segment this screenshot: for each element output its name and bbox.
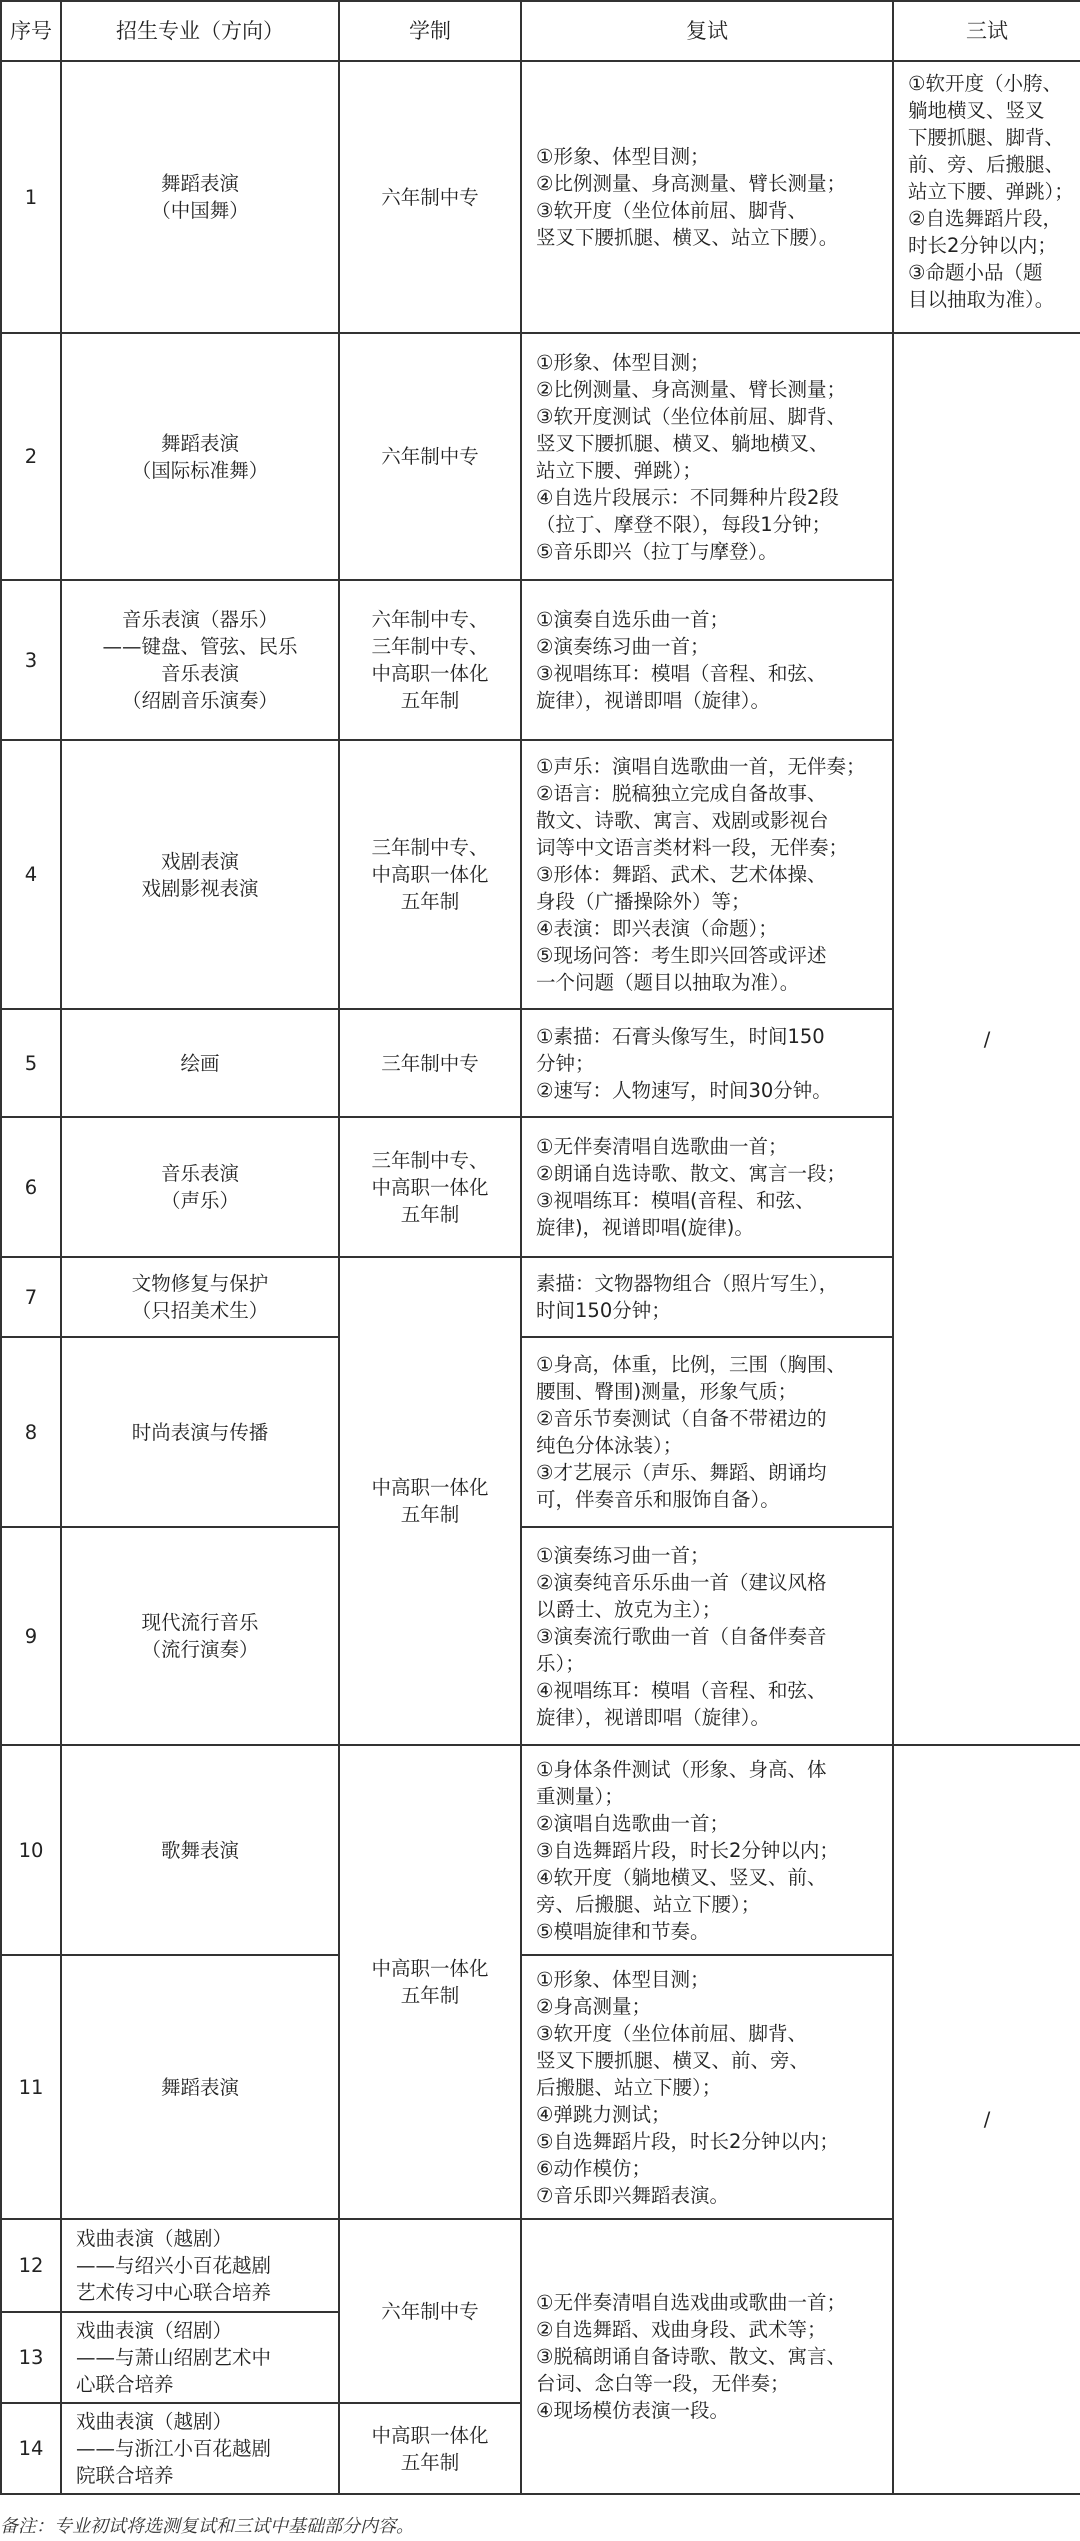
- major-line: 院联合培养: [76, 2464, 174, 2487]
- retest-cell: [521, 1009, 893, 1117]
- retest-line: 词等中文语言类材料一段，无伴奏；: [536, 836, 849, 859]
- retest-line: ③自选舞蹈片段，时长2分钟以内；: [536, 1838, 839, 1862]
- header-row: [1, 1, 1080, 61]
- third-cell-merged: [893, 1745, 1080, 2494]
- retest-line: ③软开度（坐位体前屈、脚背、: [536, 199, 807, 222]
- major-line: 音乐表演: [160, 662, 239, 685]
- major-line: 文物修复与保护: [131, 1272, 269, 1295]
- major-cell: [61, 1337, 339, 1527]
- footnote: 备注：专业初试将选测复试和三试中基础部分内容。: [0, 2516, 414, 2537]
- retest-line: ④自选片段展示：不同舞种片段2段: [536, 485, 839, 509]
- third-line: ①软开度（小胯、: [908, 72, 1062, 95]
- row-number: 10: [1, 1745, 61, 1955]
- major-line: 音乐表演（器乐）: [121, 608, 278, 631]
- retest-line: 竖叉下腰抓腿、横叉、前、旁、: [536, 2048, 810, 2072]
- major-line: 心联合培养: [76, 2373, 174, 2396]
- system-line: 五年制: [400, 1984, 460, 2007]
- retest-line: 时间150分钟；: [536, 1299, 671, 1322]
- system-line: 五年制: [400, 2450, 460, 2474]
- system-cell-merged: [339, 2219, 521, 2403]
- system-line: 三年制中专、: [371, 836, 489, 859]
- major-line: 音乐表演: [160, 1162, 239, 1185]
- major-line: 戏曲表演（绍剧）: [76, 2319, 233, 2342]
- retest-line: 腰围、臀围)测量，形象气质；: [536, 1380, 798, 1403]
- major-cell: [61, 580, 339, 740]
- table-row-10: [1, 1745, 1080, 1955]
- retest-line: ①形象、体型目测；: [536, 145, 710, 168]
- row-number: 1: [1, 61, 61, 333]
- major-line: （声乐）: [160, 1189, 239, 1212]
- retest-line: ①声乐：演唱自选歌曲一首，无伴奏；: [536, 755, 866, 778]
- system-line: 五年制: [400, 689, 460, 712]
- retest-cell: [521, 580, 893, 740]
- system-line: 中高职一体化: [371, 863, 489, 886]
- major-cell: [61, 740, 339, 1009]
- retest-line: ②比例测量、身高测量、臂长测量；: [536, 172, 846, 195]
- row-number: 7: [1, 1257, 61, 1337]
- retest-line: ③软开度测试（坐位体前屈、脚背、: [536, 404, 846, 428]
- major-cell: [61, 61, 339, 333]
- major-line: （中国舞）: [151, 199, 249, 222]
- retest-line: ③视唱练耳：模唱（音程、和弦、: [536, 662, 827, 685]
- system-line: 三年制中专、: [371, 1148, 489, 1172]
- major-line: 舞蹈表演: [160, 172, 239, 195]
- third-line: /: [983, 1027, 991, 1051]
- retest-line: ②演奏纯音乐乐曲一首（建议风格: [536, 1570, 827, 1594]
- retest-line: ④视唱练耳：模唱（音程、和弦、: [536, 1678, 827, 1702]
- major-cell: [61, 2312, 339, 2403]
- major-line: 歌舞表演: [160, 1838, 239, 1862]
- system-line: 中高职一体化: [371, 1957, 489, 1980]
- row-number: 14: [1, 2403, 61, 2494]
- system-cell: [339, 61, 521, 333]
- retest-line: ⑤自选舞蹈片段，时长2分钟以内；: [536, 2129, 839, 2153]
- retest-line: ②演唱自选歌曲一首；: [536, 1811, 729, 1835]
- third-line: 下腰抓腿、脚背、: [908, 126, 1065, 149]
- retest-cell: [521, 1527, 893, 1745]
- retest-line: 可，伴奏音乐和服饰自备）。: [536, 1488, 780, 1511]
- third-line: ③命题小品（题: [908, 261, 1043, 284]
- major-cell: [61, 333, 339, 580]
- retest-line: ②自选舞蹈、戏曲身段、武术等；: [536, 2318, 827, 2341]
- retest-line: 重测量）；: [536, 1784, 624, 1808]
- major-line: 时尚表演与传播: [131, 1420, 269, 1444]
- system-line: 六年制中专: [381, 185, 479, 209]
- retest-line: 台词、念白等一段，无伴奏；: [536, 2372, 790, 2395]
- retest-line: ②比例测量、身高测量、臂长测量；: [536, 377, 846, 401]
- major-line: ——键盘、管弦、民乐: [102, 635, 298, 658]
- retest-line: ①无伴奏清唱自选歌曲一首；: [536, 1135, 788, 1158]
- retest-line: ④表演：即兴表演（命题）；: [536, 917, 778, 940]
- retest-line: 素描：文物器物组合（照片写生），: [536, 1272, 839, 1295]
- retest-line: ⑤音乐即兴（拉丁与摩登）。: [536, 539, 778, 563]
- system-line: 三年制中专: [381, 1051, 479, 1075]
- retest-line: ②演奏练习曲一首；: [536, 635, 710, 658]
- third-line: 站立下腰、弹跳）；: [908, 180, 1074, 203]
- system-line: 六年制中专、: [371, 608, 489, 631]
- retest-line: 竖叉下腰抓腿、横叉、站立下腰）。: [536, 226, 839, 249]
- retest-line: 站立下腰、弹跳）；: [536, 458, 702, 482]
- retest-line: ⑤现场问答：考生即兴回答或评述: [536, 944, 827, 967]
- retest-line: 身段（广播操除外）等；: [536, 890, 751, 913]
- row-number: 4: [1, 740, 61, 1009]
- retest-line: 乐）；: [536, 1651, 585, 1675]
- system-line: 中高职一体化: [371, 1476, 489, 1499]
- major-cell: [61, 1955, 339, 2219]
- retest-line: ③才艺展示（声乐、舞蹈、朗诵均: [536, 1461, 827, 1484]
- retest-line: ④现场模仿表演一段。: [536, 2399, 729, 2422]
- retest-cell: [521, 1117, 893, 1257]
- row-number: 12: [1, 2219, 61, 2312]
- retest-line: ⑥动作模仿；: [536, 2156, 651, 2180]
- retest-cell: [521, 1745, 893, 1955]
- retest-line: 分钟；: [536, 1051, 595, 1075]
- major-line: 舞蹈表演: [160, 2075, 239, 2099]
- system-line: 中高职一体化: [371, 662, 489, 685]
- major-line: 戏剧影视表演: [141, 876, 259, 900]
- retest-line: ①演奏自选乐曲一首；: [536, 608, 729, 631]
- retest-line: ⑤模唱旋律和节奏。: [536, 1919, 710, 1943]
- system-cell: [339, 1117, 521, 1257]
- system-cell-merged: [339, 1257, 521, 1745]
- retest-cell: [521, 1955, 893, 2219]
- header-system: 学制: [339, 1, 521, 61]
- major-cell: [61, 2403, 339, 2494]
- row-number: 3: [1, 580, 61, 740]
- major-line: 戏剧表演: [160, 849, 239, 873]
- major-line: （绍剧音乐演奏）: [121, 689, 278, 712]
- row-number: 6: [1, 1117, 61, 1257]
- major-line: ——与浙江小百花越剧: [76, 2437, 272, 2460]
- retest-line: 竖叉下腰抓腿、横叉、躺地横叉、: [536, 431, 829, 455]
- retest-line: ④弹跳力测试；: [536, 2102, 671, 2126]
- third-line: 前、旁、后搬腿、: [908, 153, 1065, 176]
- retest-line: 旋律），视谱即唱（旋律）。: [536, 689, 771, 712]
- retest-cell: [521, 1337, 893, 1527]
- system-line: 三年制中专、: [371, 635, 489, 658]
- retest-line: 纯色分体泳装）；: [536, 1434, 683, 1457]
- system-cell: [339, 740, 521, 1009]
- system-line: 五年制: [400, 1202, 460, 1226]
- system-line: 五年制: [400, 1503, 460, 1526]
- major-line: （只招美术生）: [131, 1299, 269, 1322]
- major-line: ——与萧山绍剧艺术中: [76, 2346, 272, 2369]
- row-number: 2: [1, 333, 61, 580]
- retest-line: ③脱稿朗诵自备诗歌、散文、寓言、: [536, 2345, 846, 2368]
- major-cell: [61, 1009, 339, 1117]
- header-retest: 复试: [521, 1, 893, 61]
- system-line: 六年制中专: [381, 2299, 479, 2323]
- table-row-1: [1, 61, 1080, 333]
- row-number: 8: [1, 1337, 61, 1527]
- major-line: （国际标准舞）: [131, 458, 269, 482]
- retest-line: ①演奏练习曲一首；: [536, 1543, 710, 1567]
- retest-line: ①无伴奏清唱自选戏曲或歌曲一首；: [536, 2291, 846, 2314]
- row-number: 9: [1, 1527, 61, 1745]
- table-row-2: [1, 333, 1080, 580]
- retest-line: ②朗诵自选诗歌、散文、寓言一段；: [536, 1162, 846, 1185]
- retest-cell: [521, 740, 893, 1009]
- system-cell: [339, 580, 521, 740]
- retest-line: 旋律），视谱即唱（旋律）。: [536, 1705, 771, 1729]
- header-third: 三试: [893, 1, 1080, 61]
- system-cell-merged: [339, 1745, 521, 2219]
- retest-line: （拉丁、摩登不限），每段1分钟；: [536, 512, 832, 536]
- retest-line: ③形体：舞蹈、武术、艺术体操、: [536, 863, 827, 886]
- retest-line: ①身高，体重，比例，三围（胸围、: [536, 1353, 846, 1376]
- major-cell: [61, 1257, 339, 1337]
- retest-line: ①形象、体型目测；: [536, 1967, 710, 1991]
- major-line: 艺术传习中心联合培养: [76, 2281, 272, 2304]
- header-major: 招生专业（方向）: [61, 1, 339, 61]
- system-cell: [339, 2403, 521, 2494]
- header-no: 序号: [1, 1, 61, 61]
- retest-line: ②速写：人物速写，时间30分钟。: [536, 1078, 832, 1102]
- retest-line: 旋律)，视谱即唱(旋律)。: [536, 1216, 754, 1239]
- retest-line: ④软开度（躺地横叉、竖叉、前、: [536, 1865, 827, 1889]
- retest-line: 旁、后搬腿、站立下腰）；: [536, 1892, 761, 1916]
- retest-cell: [521, 333, 893, 580]
- major-line: 戏曲表演（越剧）: [76, 2227, 233, 2250]
- retest-line: ①身体条件测试（形象、身高、体: [536, 1757, 827, 1781]
- retest-line: ⑦音乐即兴舞蹈表演。: [536, 2183, 729, 2207]
- major-line: 舞蹈表演: [160, 431, 239, 455]
- third-cell: [893, 61, 1080, 333]
- system-cell: [339, 333, 521, 580]
- retest-line: 以爵士、放克为主）；: [536, 1597, 722, 1621]
- major-line: 绘画: [180, 1051, 220, 1075]
- major-cell: [61, 1117, 339, 1257]
- retest-line: ①素描：石膏头像写生，时间150: [536, 1024, 825, 1048]
- retest-cell: [521, 61, 893, 333]
- system-line: 中高职一体化: [371, 2423, 489, 2447]
- retest-line: ③软开度（坐位体前屈、脚背、: [536, 2021, 807, 2045]
- retest-line: ②语言：脱稿独立完成自备故事、: [536, 782, 827, 805]
- retest-line: ③演奏流行歌曲一首（自备伴奏音: [536, 1624, 827, 1648]
- major-line: 现代流行音乐: [141, 1611, 259, 1634]
- retest-line: ②身高测量；: [536, 1994, 651, 2018]
- third-line: /: [983, 2108, 991, 2131]
- major-line: 戏曲表演（越剧）: [76, 2410, 233, 2433]
- major-cell: [61, 2219, 339, 2312]
- third-line: 目以抽取为准）。: [908, 288, 1055, 311]
- retest-line: ①形象、体型目测；: [536, 350, 710, 374]
- major-cell: [61, 1527, 339, 1745]
- retest-line: 一个问题（题目以抽取为准）。: [536, 971, 800, 994]
- row-number: 13: [1, 2312, 61, 2403]
- major-line: （流行演奏）: [141, 1638, 259, 1661]
- retest-line: 散文、诗歌、寓言、戏剧或影视台: [536, 809, 829, 832]
- major-line: ——与绍兴小百花越剧: [76, 2254, 272, 2277]
- retest-line: ③视唱练耳：模唱(音程、和弦、: [536, 1189, 815, 1212]
- retest-line: 后搬腿、站立下腰）；: [536, 2075, 722, 2099]
- third-line: 时长2分钟以内；: [908, 234, 1057, 257]
- row-number: 5: [1, 1009, 61, 1117]
- major-cell: [61, 1745, 339, 1955]
- system-line: 五年制: [400, 890, 460, 913]
- retest-cell: [521, 1257, 893, 1337]
- third-line: ②自选舞蹈片段，: [908, 207, 1062, 230]
- retest-line: ②音乐节奏测试（自备不带裙边的: [536, 1407, 827, 1430]
- retest-cell-merged: [521, 2219, 893, 2494]
- third-cell-merged: [893, 333, 1080, 1745]
- row-number: 11: [1, 1955, 61, 2219]
- system-cell: [339, 1009, 521, 1117]
- system-line: 六年制中专: [381, 445, 479, 468]
- system-line: 中高职一体化: [371, 1175, 489, 1199]
- third-line: 躺地横叉、竖叉: [908, 99, 1045, 122]
